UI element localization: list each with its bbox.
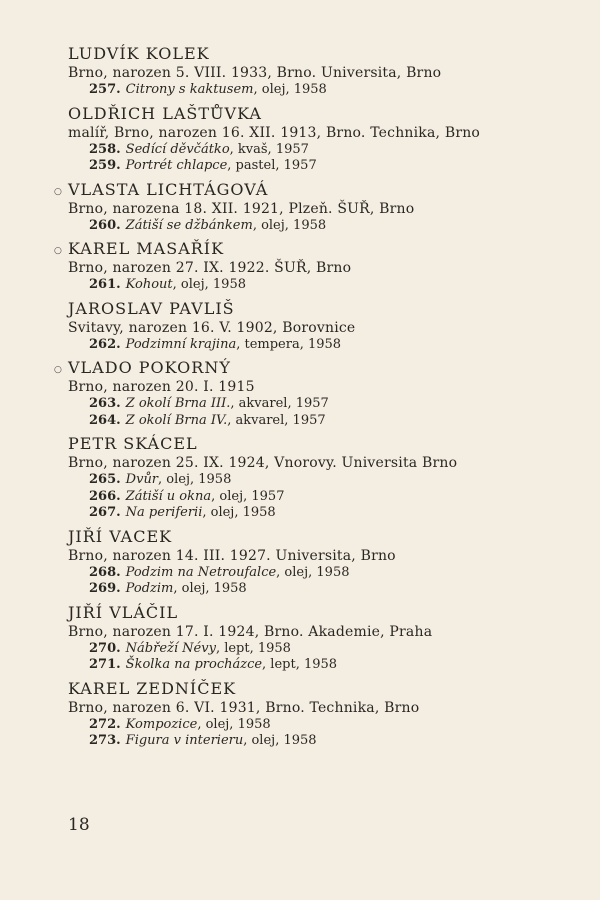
work-number: 269. — [89, 581, 121, 596]
work-number: 258. — [89, 141, 121, 157]
work-number: 268. — [89, 564, 121, 580]
work-item — [89, 413, 538, 430]
work-title: Sedící děvčátko — [125, 141, 230, 157]
work-title: Kompozice — [125, 716, 198, 732]
work-number: 266. — [89, 488, 121, 504]
work-number: 270. — [89, 640, 121, 656]
work-item — [89, 472, 538, 489]
work-item — [89, 733, 538, 750]
works-list — [89, 82, 538, 99]
artist-entry — [68, 603, 538, 674]
artist-entry — [68, 527, 538, 598]
artist-entry — [68, 299, 538, 354]
work-number: 257. — [89, 82, 121, 97]
works-list — [89, 218, 538, 235]
work-details: , olej, 1958 — [173, 581, 247, 596]
work-details: , olej, 1958 — [276, 564, 350, 580]
work-number: 273. — [89, 733, 121, 748]
work-title: Z okolí Brna IV. — [125, 412, 228, 428]
artist-entry — [68, 44, 538, 99]
work-details: , tempera, 1958 — [236, 336, 342, 352]
work-item — [89, 717, 538, 734]
artist-name — [54, 179, 538, 200]
work-item — [89, 505, 538, 522]
artist-name-text: JIŘÍ VLÁČIL — [68, 602, 179, 622]
work-details: , olej, 1958 — [197, 716, 271, 732]
work-number: 259. — [89, 158, 121, 173]
work-item — [89, 218, 538, 235]
work-details: , akvarel, 1957 — [227, 412, 326, 428]
work-details: , pastel, 1957 — [227, 158, 317, 173]
work-details: , olej, 1957 — [211, 488, 285, 504]
work-title: Podzim na Netroufalce — [125, 564, 277, 580]
artist-entry — [68, 679, 538, 750]
work-title: Podzimní krajina — [125, 336, 237, 352]
artist-entry — [54, 358, 538, 429]
artist-name-text: PETR SKÁCEL — [68, 434, 198, 453]
work-number: 271. — [89, 657, 121, 672]
artist-bio: Brno, narozen 17. I. 1924, Brno. Akademie, Praha — [68, 623, 433, 640]
work-item — [89, 581, 538, 598]
work-title: Zátiší se džbánkem — [125, 217, 253, 233]
works-list — [89, 277, 538, 294]
circle-marker-icon: ○ — [54, 365, 63, 375]
works-list — [89, 396, 538, 429]
works-list — [89, 641, 538, 674]
artist-bio: Brno, narozen 20. I. 1915 — [68, 379, 255, 395]
artist-bio: malíř, Brno, narozen 16. XII. 1913, Brno. Technika, Brno — [68, 124, 481, 141]
artist-name — [68, 44, 538, 64]
works-list — [89, 142, 538, 175]
work-details: , olej, 1958 — [253, 82, 327, 97]
artist-name — [68, 679, 538, 699]
work-details: , lept, 1958 — [262, 657, 338, 672]
work-item — [89, 337, 538, 354]
work-number: 263. — [89, 396, 121, 411]
work-number: 272. — [89, 716, 121, 732]
artist-entry — [54, 179, 538, 235]
work-item — [89, 657, 538, 674]
artist-name-text: JIŘÍ VACEK — [68, 526, 173, 546]
artist-list — [54, 44, 538, 755]
work-details: , olej, 1958 — [243, 733, 317, 748]
artist-name-text: KAREL ZEDNÍČEK — [68, 678, 237, 698]
work-title: Nábřeží Névy — [125, 640, 216, 656]
work-title: Podzim — [125, 581, 174, 596]
artist-entry — [68, 434, 538, 522]
work-item — [89, 565, 538, 582]
work-item — [89, 641, 538, 658]
work-item — [89, 489, 538, 506]
work-title: Na periferii — [125, 505, 203, 520]
artist-bio: Brno, narozena 18. XII. 1921, Plzeň. ŠUŘ, Brno — [68, 200, 415, 217]
works-list — [89, 717, 538, 750]
work-title: Figura v interieru — [125, 733, 244, 748]
work-title: Dvůr — [125, 472, 159, 487]
artist-bio: Brno, narozen 25. IX. 1924, Vnorovy. Universita Brno — [68, 455, 458, 471]
work-title: Kohout — [125, 277, 173, 292]
artist-name-text: LUDVÍK KOLEK — [68, 44, 210, 63]
work-details: , kvaš, 1957 — [229, 141, 309, 157]
work-number: 265. — [89, 472, 121, 487]
work-item — [89, 277, 538, 294]
artist-name-text: VLADO POKORNÝ — [68, 358, 231, 377]
works-list — [89, 337, 538, 354]
work-details: , olej, 1958 — [202, 505, 276, 520]
work-number: 267. — [89, 505, 121, 520]
work-details: , lept, 1958 — [215, 640, 291, 656]
artist-bio: Brno, narozen 27. IX. 1922. ŠUŘ, Brno — [68, 260, 352, 276]
artist-bio: Brno, narozen 5. VIII. 1933, Brno. Universita, Brno — [68, 65, 442, 81]
artist-name-text: VLASTA LICHTÁGOVÁ — [68, 179, 269, 199]
circle-marker-icon: ○ — [54, 246, 63, 256]
artist-name — [68, 299, 538, 319]
circle-marker-icon: ○ — [54, 186, 63, 197]
page-number: 18 — [68, 815, 90, 835]
work-item — [89, 396, 538, 413]
work-title: Portrét chlapce — [125, 158, 228, 173]
work-number: 264. — [89, 412, 121, 428]
works-list — [89, 472, 538, 522]
work-details: , olej, 1958 — [252, 217, 327, 233]
work-title: Citrony s kaktusem — [125, 82, 254, 97]
work-title: Zátiší u okna — [125, 488, 212, 504]
artist-name — [54, 358, 538, 378]
work-item — [89, 142, 538, 159]
artist-entry — [54, 239, 538, 294]
artist-name — [54, 239, 538, 259]
work-number: 261. — [89, 277, 121, 292]
work-title: Školka na procházce — [125, 657, 263, 672]
artist-name — [68, 434, 538, 454]
artist-name — [68, 603, 538, 623]
work-item — [89, 82, 538, 99]
artist-bio: Brno, narozen 14. III. 1927. Universita, Brno — [68, 547, 396, 564]
artist-name-text: KAREL MASAŘÍK — [68, 239, 225, 258]
works-list — [89, 565, 538, 598]
artist-name-text: JAROSLAV PAVLIŠ — [68, 298, 235, 318]
work-item — [89, 158, 538, 175]
work-details: , olej, 1958 — [158, 472, 232, 487]
work-details: , olej, 1958 — [172, 277, 246, 292]
artist-name — [68, 104, 538, 124]
artist-entry — [68, 104, 538, 175]
work-number: 260. — [89, 217, 121, 233]
artist-name — [68, 527, 538, 547]
artist-bio: Brno, narozen 6. VI. 1931, Brno. Technika, Brno — [68, 699, 420, 716]
work-title: Z okolí Brna III. — [125, 396, 231, 411]
artist-bio: Svitavy, narozen 16. V. 1902, Borovnice — [68, 319, 356, 336]
work-number: 262. — [89, 336, 121, 352]
artist-name-text: OLDŘICH LAŠTŮVKA — [68, 103, 262, 123]
work-details: , akvarel, 1957 — [230, 396, 329, 411]
